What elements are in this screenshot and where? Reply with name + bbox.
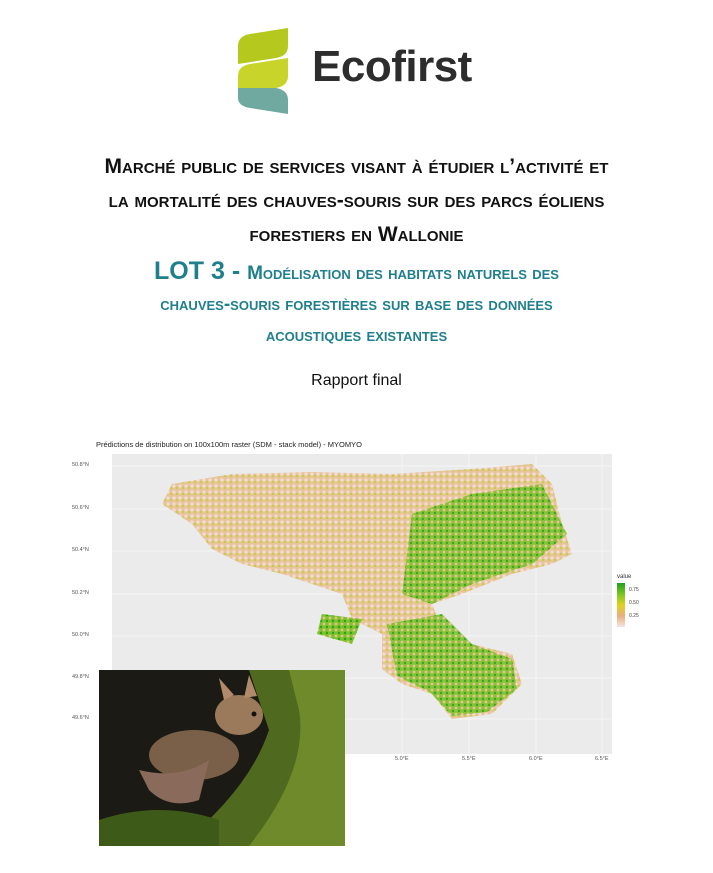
y-tick: 50.6°N: [72, 505, 89, 511]
document-title: [0, 150, 713, 252]
y-tick: 49.6°N: [72, 715, 89, 721]
title-line: forestiers en Wallonie: [249, 223, 464, 246]
lot-label: LOT 3 -: [154, 257, 248, 285]
x-tick: 5.5°E: [462, 756, 476, 762]
figure-title: Prédictions de distribution on 100x100m raster (SDM - stack model) - MYOMYO: [96, 440, 362, 449]
lot-line: Modélisation des habitats naturels des: [247, 263, 559, 284]
logo-text: Ecofirst: [312, 42, 472, 91]
ecofirst-logo: [236, 28, 476, 118]
y-tick: 49.8°N: [72, 674, 89, 680]
legend-colorbar: [617, 583, 625, 627]
bat-photo: [99, 670, 345, 846]
legend-label: 0.25: [629, 613, 639, 619]
title-line: la mortalité des chauves-souris sur des parcs éoliens: [108, 189, 605, 212]
legend-label: 0.50: [629, 600, 639, 606]
y-tick: 50.2°N: [72, 590, 89, 596]
y-tick: 50.0°N: [72, 632, 89, 638]
subtitle: Rapport final: [311, 372, 402, 389]
x-tick: 6.0°E: [529, 756, 543, 762]
leaf-logo-icon: [236, 28, 296, 118]
lot-line: acoustiques existantes: [265, 325, 448, 346]
x-tick: 6.5°E: [595, 756, 609, 762]
y-tick: 50.4°N: [72, 547, 89, 553]
title-line: Marché public de services visant à étudier l’activité et: [104, 155, 609, 178]
legend-label: 0.75: [629, 587, 639, 593]
lot-title: [0, 256, 713, 351]
map-legend: [617, 574, 647, 619]
x-tick: 5.0°E: [395, 756, 409, 762]
y-tick: 50.8°N: [72, 462, 89, 468]
legend-title: value: [617, 574, 632, 580]
lot-line: chauves-souris forestières sur base des données: [160, 294, 553, 315]
